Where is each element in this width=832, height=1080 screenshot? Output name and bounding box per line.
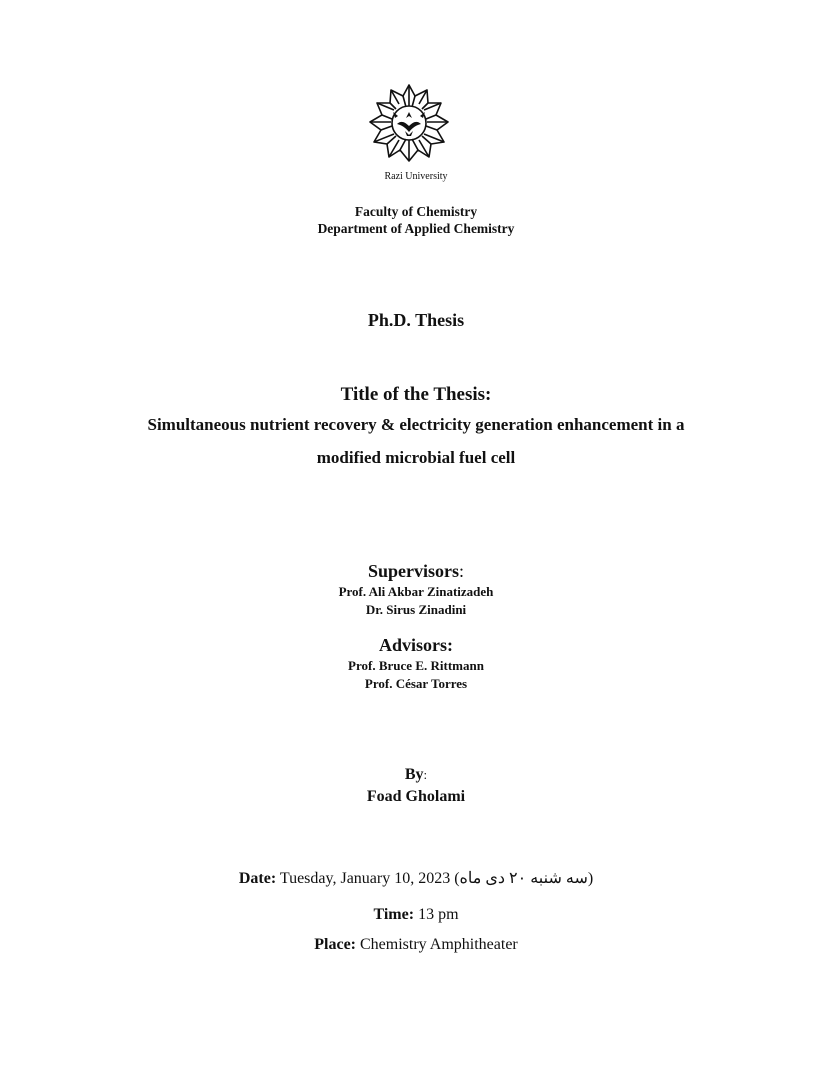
university-name-caption: Razi University [384,171,448,182]
time-label: Time: [373,906,415,923]
place-label: Place: [314,936,356,953]
advisor-name: Prof. César Torres [364,675,468,691]
institution-block [0,203,832,237]
date-persian: (سه شنبه ۲۰ دی ماه) [454,870,594,887]
advisors-list [0,657,832,692]
time-value: 13 pm [418,906,459,923]
defense-time [0,906,832,924]
thesis-title-line-1: Simultaneous nutrient recovery & electricity generation enhancement in a [147,415,685,434]
author-name: Foad Gholami [366,788,466,805]
thesis-title-label: Title of the Thesis: [340,384,492,405]
advisor-name: Prof. Bruce E. Rittmann [348,658,484,673]
advisors-heading: Advisors: [378,635,453,655]
author-colon: : [423,767,428,782]
department-name: Department of Applied Chemistry [317,221,515,236]
author-label: By [404,766,424,783]
date-value: Tuesday, January 10, 2023 [279,870,451,887]
thesis-title [0,408,832,474]
defense-date [0,868,832,888]
author-heading [0,766,832,784]
supervisors-list [0,583,832,618]
date-label: Date: [238,870,277,887]
supervisor-name: Prof. Ali Akbar Zinatizadeh [338,584,494,599]
defense-place [0,936,832,954]
supervisors-heading [0,561,832,582]
supervisors-colon: : [459,561,465,581]
supervisor-name: Dr. Sirus Zinadini [365,601,467,617]
razi-university-seal-icon [367,82,451,166]
faculty-name: Faculty of Chemistry [354,204,478,219]
thesis-title-line-2: modified microbial fuel cell [316,448,516,467]
place-value: Chemistry Amphitheater [360,936,518,953]
supervisors-label: Supervisors [367,561,459,581]
degree-heading: Ph.D. Thesis [367,310,465,330]
